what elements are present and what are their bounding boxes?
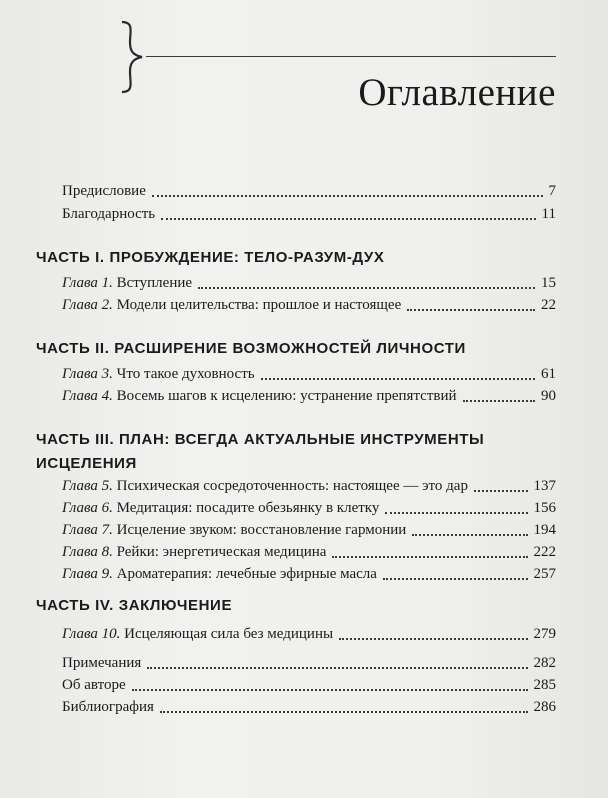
chapter-title: Восемь шагов к исцелению: устранение препятствий [116, 388, 457, 404]
page-number: 7 [548, 183, 556, 199]
toc-entry-notes[interactable] [62, 653, 556, 673]
chapter-prefix: Глава 1. [62, 275, 113, 291]
toc-entry-chapter-1[interactable] [62, 273, 556, 293]
leader-dots [332, 556, 527, 558]
entry-label: Библиография [62, 699, 154, 715]
chapter-prefix: Глава 4. [62, 388, 113, 404]
part-heading[interactable]: ЧАСТЬ IV. ЗАКЛЮЧЕНИЕ [36, 597, 233, 614]
toc-entry-preface[interactable] [62, 181, 556, 201]
page-number: 194 [533, 522, 556, 538]
toc-entry-chapter-3[interactable] [62, 364, 556, 384]
page-number: 137 [533, 478, 556, 494]
chapter-title: Вступление [116, 275, 193, 291]
chapter-prefix: Глава 8. [62, 544, 113, 560]
chapter-title: Исцеление звуком: восстановление гармонии [116, 522, 407, 538]
part-heading[interactable] [36, 428, 556, 476]
part-heading[interactable]: ЧАСТЬ I. ПРОБУЖДЕНИЕ: ТЕЛО-РАЗУМ-ДУХ [36, 249, 385, 266]
part-heading-line-1: ЧАСТЬ III. ПЛАН: ВСЕГДА АКТУАЛЬНЫЕ ИНСТРУМЕНТЫ [36, 431, 485, 448]
leader-dots [339, 638, 527, 640]
toc-entry-chapter-4[interactable] [62, 386, 556, 406]
entry-label: Предисловие [62, 183, 146, 199]
leader-dots [407, 309, 535, 311]
leader-dots [160, 711, 528, 713]
entry-label: Примечания [62, 655, 142, 671]
toc-entry-chapter-7[interactable] [62, 520, 556, 540]
chapter-title: Модели целительства: прошлое и настоящее [116, 297, 402, 313]
page-number: 15 [541, 275, 556, 291]
chapter-title: Медитация: посадите обезьянку в клетку [116, 500, 380, 516]
page-number: 285 [533, 677, 556, 693]
chapter-prefix: Глава 6. [62, 500, 113, 516]
chapter-title: Что такое духовность [116, 366, 255, 382]
chapter-prefix: Глава 9. [62, 566, 113, 582]
page-title: Оглавление [358, 71, 556, 114]
toc-entry-chapter-6[interactable] [62, 498, 556, 518]
leader-dots [261, 378, 535, 380]
leader-dots [463, 400, 535, 402]
page-number: 286 [533, 699, 556, 715]
chapter-prefix: Глава 3. [62, 366, 113, 382]
chapter-title: Рейки: энергетическая медицина [116, 544, 327, 560]
page-number: 282 [533, 655, 556, 671]
entry-label: Об авторе [62, 677, 126, 693]
leader-dots [412, 534, 527, 536]
leader-dots [198, 287, 535, 289]
chapter-prefix: Глава 7. [62, 522, 113, 538]
toc-entry-bibliography[interactable] [62, 697, 556, 717]
chapter-title: Исцеляющая сила без медицины [124, 626, 334, 642]
toc-entry-chapter-5[interactable] [62, 476, 556, 496]
leader-dots [385, 512, 527, 514]
chapter-prefix: Глава 5. [62, 478, 113, 494]
chapter-title: Психическая сосредоточенность: настоящее — это дар [116, 478, 468, 494]
part-heading-line-2: ИСЦЕЛЕНИЯ [36, 455, 137, 472]
page-number: 156 [533, 500, 556, 516]
chapter-title: Ароматерапия: лечебные эфирные масла [116, 566, 377, 582]
header-rule [146, 56, 556, 57]
leader-dots [147, 667, 527, 669]
toc-entry-acknowledgements[interactable] [62, 204, 556, 224]
leader-dots [152, 195, 543, 197]
chapter-prefix: Глава 10. [62, 626, 121, 642]
curly-brace-ornament [116, 20, 146, 94]
toc-entry-chapter-2[interactable] [62, 295, 556, 315]
toc-entry-chapter-10[interactable] [62, 624, 556, 644]
leader-dots [383, 578, 528, 580]
page-number: 90 [541, 388, 556, 404]
entry-label: Благодарность [62, 206, 156, 222]
leader-dots [474, 490, 528, 492]
chapter-prefix: Глава 2. [62, 297, 113, 313]
page-number: 22 [541, 297, 556, 313]
toc-entry-chapter-8[interactable] [62, 542, 556, 562]
toc-entry-about-author[interactable] [62, 675, 556, 695]
toc-entry-chapter-9[interactable] [62, 564, 556, 584]
page-number: 61 [541, 366, 556, 382]
page-number: 257 [533, 566, 556, 582]
part-heading[interactable]: ЧАСТЬ II. РАСШИРЕНИЕ ВОЗМОЖНОСТЕЙ ЛИЧНОСТИ [36, 340, 466, 357]
page-number: 279 [533, 626, 556, 642]
leader-dots [132, 689, 528, 691]
page-number: 11 [541, 206, 556, 222]
page-number: 222 [533, 544, 556, 560]
leader-dots [161, 218, 535, 220]
